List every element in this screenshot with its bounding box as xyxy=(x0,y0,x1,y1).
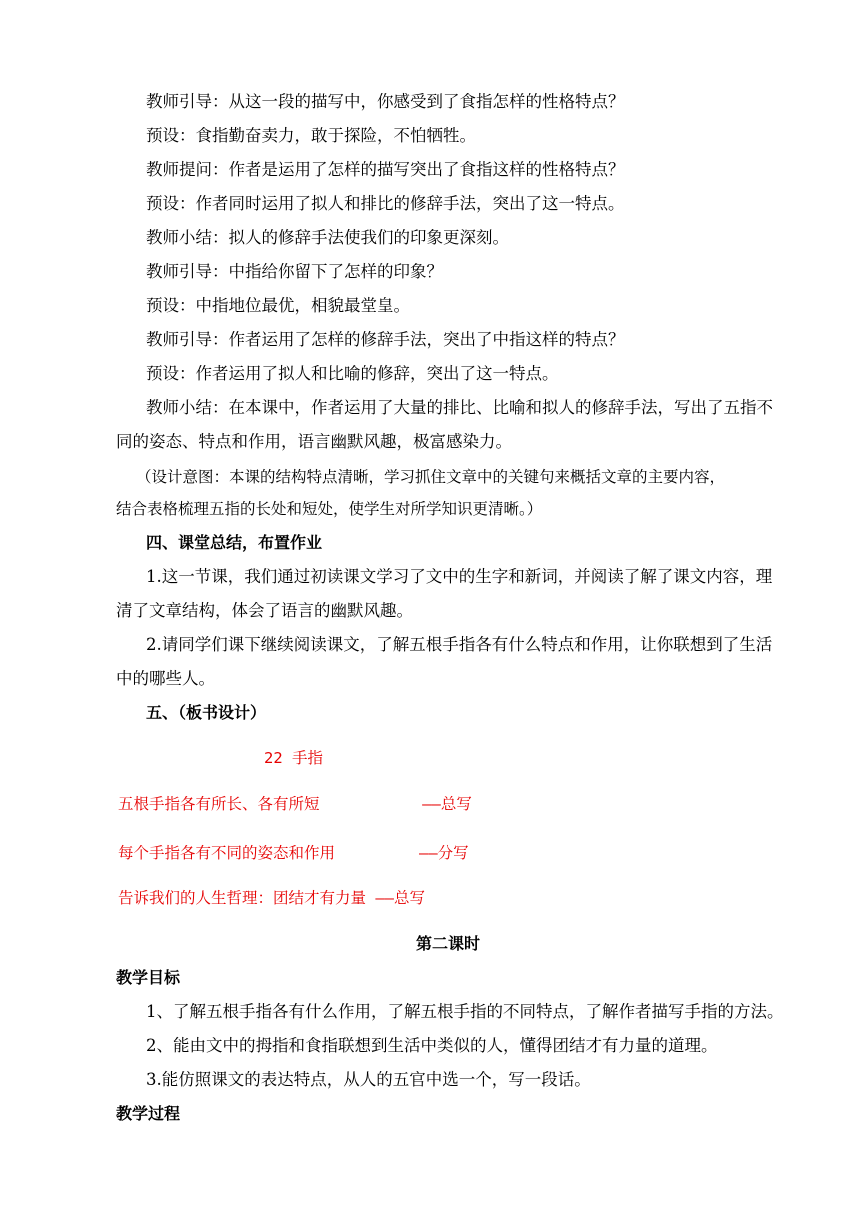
section-heading-summary: 四、课堂总结，布置作业 xyxy=(146,533,323,552)
paragraph-teacher-guide-middle-finger: 教师引导：中指给你留下了怎样的印象？ xyxy=(146,262,443,281)
paragraph-teacher-guide-index-finger: 教师引导：从这一段的描写中，你感受到了食指怎样的性格特点？ xyxy=(146,92,625,111)
teaching-goal-1: 1、了解五根手指各有什么作用，了解五根手指的不同特点，了解作者描写手指的方法。 xyxy=(146,1002,784,1021)
teaching-goal-3: 3.能仿照课文的表达特点，从人的五官中选一个，写一段话。 xyxy=(146,1070,591,1089)
teaching-goal-2: 2、能由文中的拇指和食指联想到生活中类似的人，懂得团结才有力量的道理。 xyxy=(146,1036,718,1055)
section-heading-board-design: 五、（板书设计） xyxy=(146,703,267,722)
paragraph-preset-index-finger: 预设：食指勤奋卖力，敢于探险，不怕牺牲。 xyxy=(146,126,476,145)
summary-item1-line2: 清了文章结构，体会了语言的幽默风趣。 xyxy=(116,601,413,620)
design-intent-line2: 结合表格梳理五指的长处和短处，使学生对所学知识更清晰。） xyxy=(116,500,543,518)
board-row-detail: 每个手指各有不同的姿态和作用 ——分写 xyxy=(118,844,469,862)
teaching-goals-heading: 教学目标 xyxy=(116,968,181,987)
summary-item1-line1: 1.这一节课，我们通过初读课文学习了文中的生字和新词，并阅读了解了课文内容，理 xyxy=(146,567,773,586)
summary-item2-line2: 中的哪些人。 xyxy=(116,669,215,688)
board-row-conclusion: 告诉我们的人生哲理：团结才有力量 ——总写 xyxy=(118,889,425,907)
summary-item2-line1: 2.请同学们课下继续阅读课文，了解五根手指各有什么特点和作用，让你联想到了生活 xyxy=(146,635,773,654)
paragraph-teacher-summary-line1: 教师小结：在本课中，作者运用了大量的排比、比喻和拟人的修辞手法，写出了五指不 xyxy=(146,398,773,417)
lesson2-title: 第二课时 xyxy=(415,934,480,953)
paragraph-teacher-question: 教师提问：作者是运用了怎样的描写突出了食指这样的性格特点？ xyxy=(146,160,625,179)
paragraph-teacher-summary-personification: 教师小结：拟人的修辞手法使我们的印象更深刻。 xyxy=(146,228,509,247)
paragraph-preset-middle-finger: 预设：中指地位最优，相貌最堂皇。 xyxy=(146,296,410,315)
board-title: 22 手指 xyxy=(264,749,323,767)
board-row-overview: 五根手指各有所长、各有所短 ——总写 xyxy=(118,795,472,813)
paragraph-teacher-guide-rhetoric: 教师引导：作者运用了怎样的修辞手法，突出了中指这样的特点？ xyxy=(146,330,625,349)
design-intent-line1: （设计意图：本课的结构特点清晰，学习抓住文章中的关键句来概括文章的主要内容， xyxy=(136,468,726,486)
paragraph-preset-metaphor: 预设：作者运用了拟人和比喻的修辞，突出了这一特点。 xyxy=(146,364,559,383)
teaching-process-heading: 教学过程 xyxy=(116,1104,181,1123)
paragraph-preset-rhetoric: 预设：作者同时运用了拟人和排比的修辞手法，突出了这一特点。 xyxy=(146,194,625,213)
paragraph-teacher-summary-line2: 同的姿态、特点和作用，语言幽默风趣，极富感染力。 xyxy=(116,432,512,451)
